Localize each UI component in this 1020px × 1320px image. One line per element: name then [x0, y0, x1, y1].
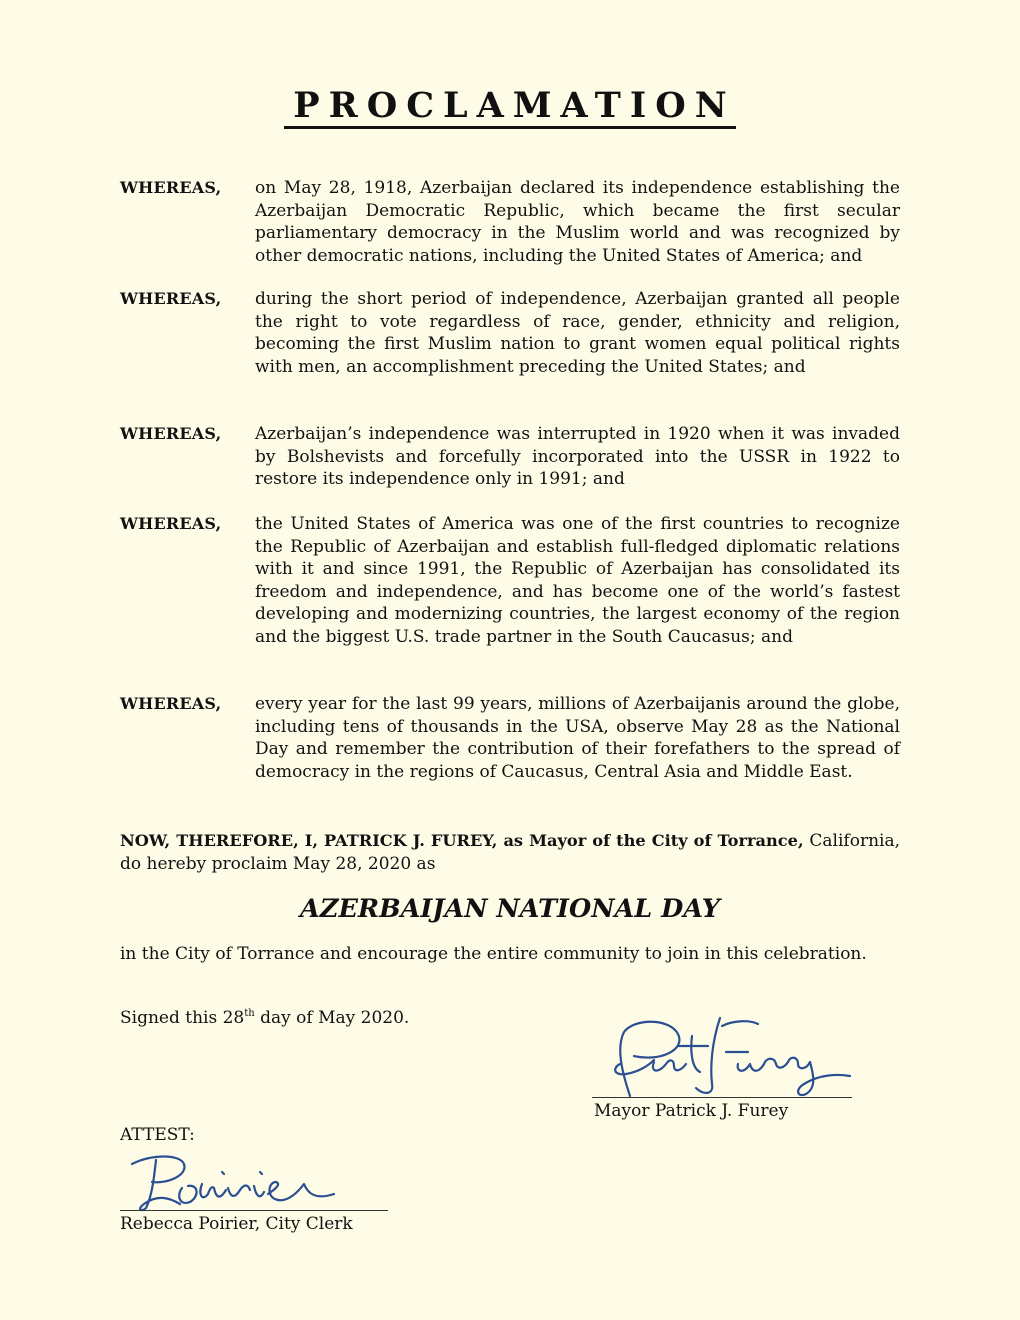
clerk-name: Rebecca Poirier, City Clerk	[120, 1214, 353, 1234]
whereas-clause-2	[120, 288, 900, 378]
signed-suffix: day of May 2020.	[254, 1008, 410, 1028]
whereas-text: every year for the last 99 years, millions of Azerbaijanis around the globe, including tens of thousands in the USA, observe May 28 as the National Day and remember the contribution of their forefathers to the spread of democracy in the regions of Caucasus, Central Asia and Middle East.	[255, 694, 900, 782]
whereas-clause-5	[120, 693, 900, 783]
clerk-signature-line	[120, 1210, 388, 1211]
whereas-label: WHEREAS,	[120, 178, 222, 197]
document-title: PROCLAMATION	[0, 84, 1020, 128]
whereas-label: WHEREAS,	[120, 424, 222, 443]
now-therefore-rest: California, do hereby proclaim May 28, 2020 as	[120, 831, 900, 874]
whereas-text: Azerbaijan’s independence was interrupted in 1920 when it was invaded by Bolshevists and forcefully incorporated into the USSR in 1922 to restore its independence only in 1991; and	[255, 424, 900, 489]
signed-ordinal: th	[244, 1008, 255, 1019]
whereas-label: WHEREAS,	[120, 694, 222, 713]
whereas-clause-1	[120, 177, 900, 267]
signed-date	[120, 1007, 409, 1030]
now-therefore-bold: NOW, THEREFORE, I, PATRICK J. FUREY, as Mayor of the City of Torrance,	[120, 831, 804, 850]
whereas-text: the United States of America was one of the first countries to recognize the Republic of Azerbaijan and establish full-fledged diplomatic relations with it and since 1991, the Republic of Azerbaijan has consolidated its freedom and independence, and has become one of the world’s fastest developing and modernizing countries, the largest economy of the region and the biggest U.S. trade partner in the South Caucasus; and	[255, 514, 900, 647]
whereas-label: WHEREAS,	[120, 514, 222, 533]
mayor-name: Mayor Patrick J. Furey	[594, 1101, 789, 1121]
whereas-text: during the short period of independence, Azerbaijan granted all people the right to vote regardless of race, gender, ethnicity and religion, becoming the first Muslim nation to grant women equal political rights with men, an accomplishment preceding the United States; and	[255, 289, 900, 377]
community-paragraph: in the City of Torrance and encourage the entire community to join in this celebration.	[120, 944, 867, 964]
whereas-text: on May 28, 1918, Azerbaijan declared its independence establishing the Azerbaijan Democratic Republic, which became the first secular parliamentary democracy in the Muslim world and was recognized by other democratic nations, including the United States of America; and	[255, 178, 900, 266]
mayor-signature	[608, 1012, 858, 1098]
proclaimed-day-title: AZERBAIJAN NATIONAL DAY	[300, 894, 720, 924]
whereas-clause-3	[120, 423, 900, 491]
attest-label: ATTEST:	[120, 1125, 195, 1145]
clerk-signature	[122, 1148, 352, 1214]
signed-prefix: Signed this 28	[120, 1008, 245, 1028]
whereas-label: WHEREAS,	[120, 289, 222, 308]
now-therefore-paragraph	[120, 830, 900, 875]
mayor-signature-line	[592, 1097, 852, 1098]
whereas-clause-4	[120, 513, 900, 648]
